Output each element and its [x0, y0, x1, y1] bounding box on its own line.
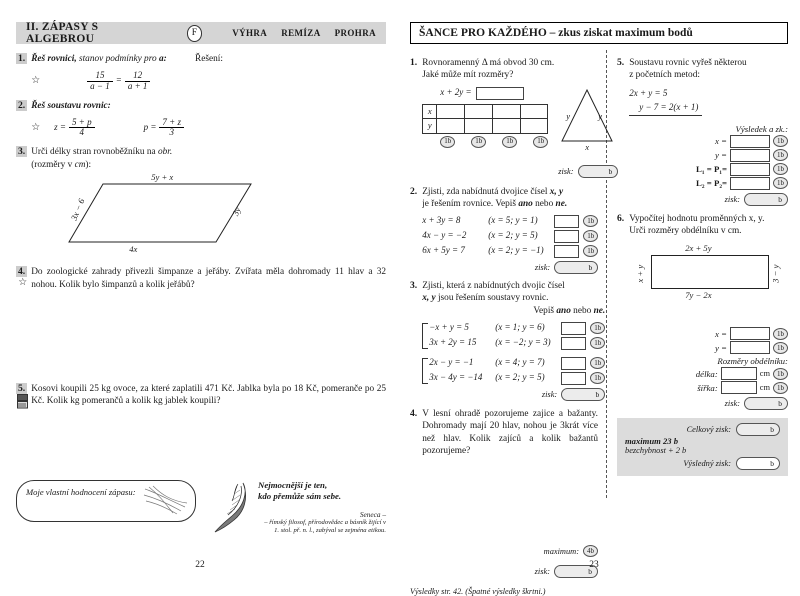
ex6-y-input[interactable] [730, 341, 770, 354]
ex3-answer-input[interactable] [561, 357, 586, 370]
exercise-number: 6. [617, 212, 625, 224]
ex5-text: Kosovi koupili 25 kg ovoce, za které zaplatili 471 Kč. Jablka byla po 18 Kč, pomeranče po 25 Kč. Kolik kg pomerančů a kolik kg jablek koupili? [31, 383, 386, 407]
ex5-equation-1: 2x + y = 5 [629, 87, 668, 98]
right-exercise-6 [617, 213, 788, 302]
ex2-eq2-fraction [159, 118, 184, 138]
ex6-length-unit: cm [759, 369, 770, 379]
ex6-dim-label: šířka: [697, 382, 718, 393]
ex5-line1: Soustavu rovnic vyřeš některou [629, 58, 747, 68]
exercise-number: 3. [18, 146, 26, 158]
left-exercise-1 [16, 53, 386, 91]
ex2-answer-input[interactable] [554, 215, 579, 228]
ex6-dim-row [617, 381, 788, 394]
exercise-number: 2. [18, 100, 26, 112]
points-chip: 1b [590, 337, 605, 349]
ex1-cell[interactable] [465, 104, 493, 118]
equals-sign: = [115, 75, 122, 86]
ex2-row [422, 215, 598, 228]
ex2-score-field[interactable]: b [554, 261, 598, 274]
ex6-length-input[interactable] [721, 367, 757, 380]
calculator-icon [17, 394, 28, 413]
ex1-equation: x + 2y = [440, 87, 472, 98]
left-exercise-3 [16, 146, 386, 260]
ex2-pair: (x = 2; y = 5) [488, 230, 538, 241]
self-evaluation-label: Moje vlastní hodnocení zápasu: [26, 487, 136, 497]
ex3-pair: (x = 4; y = 7) [495, 357, 545, 368]
ex1-solution-label: Řešení: [195, 54, 223, 64]
ex3-answer-mid: nebo [573, 305, 592, 316]
ex6-x-input[interactable] [730, 327, 770, 340]
ex1-left-numerator: 15 [87, 71, 113, 81]
ex6-score-field[interactable]: b [744, 397, 788, 410]
ex6-dim-label: délka: [695, 368, 718, 379]
points-chip: 1b [773, 328, 788, 340]
ex6-result-row [617, 327, 788, 340]
ex5-result-title: Výsledek a zk.: [735, 123, 788, 134]
ex6-result-block [617, 327, 788, 410]
ex3-line2-end: ): [85, 159, 92, 170]
ex3-line1: Urči délky stran rovnoběžníku na [31, 147, 156, 158]
right-exercise-2 [410, 186, 598, 274]
total-score-label: Celkový zisk: [686, 425, 731, 435]
ex4-text: Do zoologické zahrady přivezli šimpanze a jeřáby. Zvířata měla dohromady 11 hlav a 32 nohou. Kolik bylo šimpanzů a kolik jeřábů? [31, 267, 386, 290]
ex6-line1: Vypočítej hodnotu proměnných x, y. [629, 213, 765, 224]
self-evaluation-box[interactable] [16, 480, 196, 522]
ex1-line2: Jaké může mít rozměry? [422, 70, 514, 81]
ex5-result-row [617, 149, 788, 162]
ex3-row [429, 322, 605, 335]
ex1-left-denominator: a − 1 [90, 80, 110, 91]
ex5-result-row [617, 163, 788, 176]
ex2-line2: je řešením rovnice. Vepiš [422, 199, 517, 210]
right-exercise-3 [410, 279, 606, 401]
ex3-unit: cm [74, 159, 86, 170]
ex1-cell[interactable] [437, 119, 465, 133]
ex5-result-block [617, 124, 788, 206]
ex3-variables: x, y [422, 293, 436, 304]
parallelogram-figure [61, 174, 271, 260]
ex3-answer-input[interactable] [561, 372, 586, 385]
outcome-draw: REMÍZA [281, 28, 321, 38]
outcome-win: VÝHRA [232, 28, 268, 38]
star-icon: ☆ [31, 121, 41, 133]
ex2-equation: 6x + 5y = 7 [422, 245, 465, 256]
triangle-figure [558, 87, 618, 178]
ex5-score-field[interactable]: b [744, 193, 788, 206]
zisk-label: zisk: [534, 262, 551, 272]
ex3-system-2 [422, 357, 605, 385]
ex5-line2: z početních metod: [629, 70, 700, 81]
right-page-columns [410, 50, 788, 596]
ex3-answer-no: ne. [593, 305, 606, 316]
ex2-eq2-numerator: 7 + z [159, 118, 184, 128]
ex2-equation: x + 3y = 8 [422, 215, 461, 226]
ex5-equation-2: y − 7 = 2(x + 1) [629, 102, 702, 116]
ex2-answer-no: ne. [555, 199, 568, 210]
ex2-eq2-denominator: 3 [169, 127, 174, 138]
ex2-pair: (x = 5; y = 1) [488, 215, 538, 226]
ex1-sum-input[interactable] [476, 87, 524, 100]
points-chip: 1b [590, 372, 605, 384]
ex5-row-label: L₁ = P₁= [696, 164, 727, 175]
exercise-number: 1. [18, 53, 26, 64]
ex1-fraction-left [87, 71, 113, 91]
points-chip: 1b [590, 357, 605, 369]
exercise-number: 2. [410, 186, 418, 198]
left-exercise-4 [16, 266, 386, 291]
ex3-pair: (x = −2; y = 3) [495, 337, 551, 348]
points-chip: 1b [590, 322, 605, 334]
quote-note: – římský filosof, přírodovědec a básník žijící v 1. stol. př. n. l., zabýval se zejména etikou. [264, 518, 386, 535]
ex1-cell[interactable] [492, 119, 520, 133]
quote-author: Seneca – [359, 509, 386, 519]
ex5-row-label: L₂ = P₂= [696, 178, 727, 189]
ex5-y-input[interactable] [730, 149, 770, 162]
right-exercise-4 [410, 408, 598, 457]
rectangle-top-label: 2x + 5y [685, 243, 712, 254]
ex1-row-label-x: x [423, 104, 437, 118]
ex2-eq1-denominator: 4 [79, 127, 85, 138]
ex6-row-label: x = [714, 328, 727, 339]
ex5-check1-input[interactable] [730, 163, 770, 176]
ex3-equation: −x + y = 5 [429, 322, 469, 333]
ex6-row-label: y = [714, 342, 727, 353]
ex4-score-field[interactable]: b [554, 565, 598, 578]
ex3-equation: 3x + 2y = 15 [429, 337, 477, 348]
points-chip: 1b [773, 368, 788, 380]
ex1-cell[interactable] [520, 104, 548, 118]
ex2-eq1-numerator: 5 + p [69, 118, 95, 128]
ex1-right-numerator: 12 [125, 71, 151, 81]
ex1-line1: Rovnoramenný Δ má obvod 30 cm. [422, 58, 555, 68]
ex2-eq2-lhs: p = [143, 121, 157, 132]
ex6-width-unit: cm [759, 383, 770, 393]
bonus-points-text: bezchybnost + 2 b [625, 446, 687, 456]
right-page-number: 23 [589, 560, 599, 570]
parallelogram-top-label: 5y + x [151, 172, 174, 183]
triangle-base-label: x [585, 141, 590, 152]
right-page [400, 0, 800, 596]
ex2-variables: x, y [549, 187, 564, 198]
rectangle-bottom-label: 7y − 2x [685, 290, 712, 301]
points-chip: 1b [471, 136, 486, 148]
points-chip: 1b [773, 135, 788, 147]
left-page [0, 0, 400, 587]
ex3-line1-italic: obr. [157, 147, 173, 158]
ex2-row [422, 230, 598, 243]
ex6-width-input[interactable] [721, 381, 757, 394]
ex1-cell[interactable] [492, 104, 520, 118]
ex2-line1: Zjisti, zda nabídnutá dvojice čísel [422, 187, 548, 198]
ex3-answer-yes: ano [556, 305, 571, 316]
ex5-result-row [617, 177, 788, 190]
ex2-eq1-fraction [69, 118, 95, 138]
ex4-text: V lesní ohradě pozorujeme zajice a bažanty. Dohromady mají 20 hlav, nohou je 3krát více než hlav. Kolik zajíců a kolik bažantů pozorujeme? [422, 408, 598, 456]
roots-decoration-icon [143, 485, 189, 517]
maximum-label: maximum: [543, 546, 579, 556]
ex3-line3: Vepiš [533, 305, 555, 316]
ex3-score-field[interactable]: b [561, 388, 605, 401]
ex3-answer-input[interactable] [561, 337, 586, 350]
right-column-left [410, 50, 613, 596]
parallelogram-right-label: 3y [230, 205, 243, 218]
ex3-line1: Zjisti, která z nabídnutých dvojic čísel [422, 280, 565, 291]
ex2-answer-mid: nebo [535, 199, 554, 210]
ex1-prompt-bold: Řeš rovnici, [31, 54, 77, 64]
exercise-number: 4. [410, 407, 418, 419]
ex1-row-label-y: y [423, 119, 437, 133]
total-score-field[interactable]: b [736, 423, 780, 436]
points-chip: 1b [533, 136, 548, 148]
exercise-number: 3. [410, 279, 418, 291]
right-header-title: ŠANCE PRO KAŽDÉHO – zkus ziskat maximum bodů [419, 27, 693, 39]
ex1-cell[interactable] [437, 104, 465, 118]
table-row[interactable] [423, 104, 548, 118]
quote-line-2: kdo přemůže sám sebe. [258, 491, 342, 502]
ex1-value-table[interactable] [422, 104, 548, 134]
exercise-number: 5. [617, 57, 625, 68]
grade-badge: F [187, 25, 203, 42]
ex1-right-denominator: a + 1 [127, 80, 148, 91]
left-exercise-5 [16, 383, 386, 408]
points-chip: 1b [773, 342, 788, 354]
ex6-result-row [617, 341, 788, 354]
rectangle-right-label: 3 − y [770, 264, 781, 284]
left-page-bottom [16, 480, 386, 541]
final-score-label: Výsledný zisk: [683, 459, 731, 469]
ex6-dim-row [617, 367, 788, 380]
ex2-answer-input[interactable] [554, 245, 579, 258]
ex2-answer-input[interactable] [554, 230, 579, 243]
left-exercise-2 [16, 100, 386, 137]
maximum-points-text: maximum 23 b [625, 436, 679, 447]
ex1-variable: a: [158, 54, 167, 64]
ex3-row [429, 357, 605, 370]
ex5-result-row [617, 135, 788, 148]
left-header-title: II. ZÁPASY S ALGEBROU [26, 21, 99, 45]
ex5-x-input[interactable] [730, 135, 770, 148]
exercise-number: 1. [410, 57, 418, 68]
right-exercise-5 [617, 57, 788, 116]
ex5-row-label: x = [714, 136, 727, 147]
feather-icon [210, 480, 250, 541]
zisk-label: zisk: [534, 567, 550, 577]
final-score-field[interactable]: b [736, 457, 780, 470]
maximum-chip: 4b [583, 545, 598, 557]
ex1-fraction-right [125, 71, 151, 91]
zisk-label: zisk: [558, 166, 574, 176]
rectangle-figure [637, 243, 788, 301]
points-chip: 1b [440, 136, 455, 148]
results-footnote: Výsledky str. 42. (Špatné výsledky škrtni.) [410, 587, 546, 596]
star-icon: ☆ [31, 75, 41, 87]
triangle-right-label: y [598, 110, 603, 121]
quote-line-1: Nejmocnější je ten, [258, 480, 328, 490]
parallelogram-left-label: 3x − 6 [68, 197, 87, 222]
zisk-label: zisk: [541, 389, 558, 399]
ex2-answer-yes: ano [518, 199, 533, 210]
match-outcomes [232, 28, 376, 38]
ex5-check2-input[interactable] [730, 177, 770, 190]
outcome-loss: PROHRA [334, 28, 376, 38]
ex2-prompt: Řeš soustavu rovnic: [31, 101, 111, 112]
right-page-header [410, 22, 788, 44]
ex3-system-1 [422, 322, 605, 350]
points-chip: 1b [583, 245, 598, 257]
ex3-equation: 2x − y = −1 [429, 357, 474, 368]
left-page-number: 22 [195, 560, 205, 570]
ex1-score-field[interactable]: b [578, 165, 619, 178]
right-exercise-1 [410, 57, 613, 178]
quote-block [210, 480, 386, 541]
ex2-pair: (x = 2; y = −1) [488, 245, 544, 256]
points-chip: 1b [583, 230, 598, 242]
parallelogram-bottom-label: 4x [129, 244, 138, 255]
rectangle-shape [651, 255, 769, 289]
zisk-label: zisk: [724, 399, 740, 409]
ex1-cell[interactable] [520, 119, 548, 133]
ex3-row [429, 337, 605, 350]
zisk-label: zisk: [724, 194, 740, 204]
exercise-number: 5. [18, 382, 26, 394]
ex3-line2: jsou řešením soustavy rovnic. [437, 293, 549, 304]
points-chip: 1b [502, 136, 517, 148]
left-page-header [16, 22, 386, 44]
points-chip: 1b [773, 177, 788, 189]
ex2-equation: 4x − y = −2 [422, 230, 467, 241]
ex1-prompt-rest: stanov podmínky pro [78, 54, 157, 64]
right-column-right [606, 50, 788, 570]
rectangle-left-label: x + y [635, 265, 646, 283]
points-chip: 1b [773, 149, 788, 161]
points-chip: 1b [583, 215, 598, 227]
ex3-answer-input[interactable] [561, 322, 586, 335]
ex3-row [429, 372, 605, 385]
ex3-line2: (rozměry v [31, 159, 73, 170]
exercise-number: 4. [18, 266, 26, 278]
ex2-row [422, 245, 598, 258]
ex3-pair: (x = 2; y = 5) [495, 372, 545, 383]
ex2-eq1-lhs: z = [54, 121, 66, 132]
ex1-cell[interactable] [465, 119, 493, 133]
triangle-left-label: y [566, 110, 571, 121]
ex6-dims-title: Rozměry obdélníku: [717, 356, 788, 367]
points-chip: 1b [773, 163, 788, 175]
ex3-pair: (x = 1; y = 6) [495, 322, 545, 333]
table-row[interactable] [423, 119, 548, 133]
ex6-line2: Urči rozměry obdélníku v cm. [629, 226, 742, 237]
ex5-row-label: y = [714, 150, 727, 161]
star-icon: ☆ [18, 277, 28, 289]
total-score-summary [617, 418, 788, 476]
ex3-equation: 3x − 4y = −14 [429, 372, 483, 383]
points-chip: 1b [773, 382, 788, 394]
